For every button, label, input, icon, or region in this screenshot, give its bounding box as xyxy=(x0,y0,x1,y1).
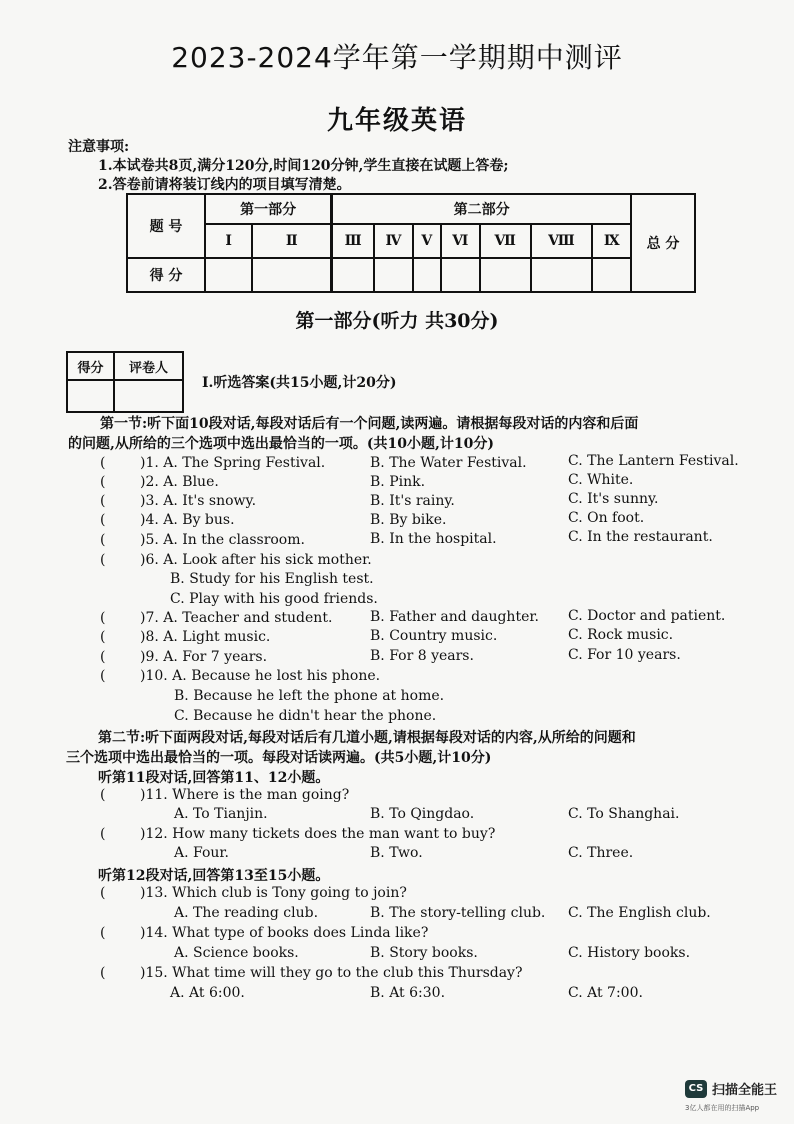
option-15b: B. At 6:30. xyxy=(370,985,446,1001)
question-2: )2. A. Blue. xyxy=(140,474,219,490)
answer-paren: ( xyxy=(100,610,106,626)
question-13: )13. Which club is Tony going to join? xyxy=(140,885,407,901)
note-item-2: 2.答卷前请将装订线内的项目填写清楚。 xyxy=(98,177,351,193)
option-7b: B. Father and daughter. xyxy=(370,609,539,625)
option-5b: B. In the hospital. xyxy=(370,531,497,547)
question-12: )12. How many tickets does the man want to buy? xyxy=(140,826,496,842)
option-12b: B. Two. xyxy=(370,845,423,861)
question-9: )9. A. For 7 years. xyxy=(140,649,268,665)
option-12a: A. Four. xyxy=(174,845,230,861)
scanner-tagline: 3亿人都在用的扫描App xyxy=(685,1104,760,1112)
answer-paren: ( xyxy=(100,493,106,509)
option-1b: B. The Water Festival. xyxy=(370,455,527,471)
part1-instruction-line1: 第一节:听下面10段对话,每段对话后有一个问题,读两遍。请根据每段对话的内容和后面 xyxy=(100,416,639,432)
answer-paren: ( xyxy=(100,885,106,901)
option-9c: C. For 10 years. xyxy=(568,647,681,663)
score-cell-4 xyxy=(374,258,413,292)
question-6: )6. A. Look after his sick mother. xyxy=(140,552,372,568)
part-one-title: 第一部分(听力 共30分) xyxy=(295,310,499,332)
exam-title: 2023-2024学年第一学期期中测评 xyxy=(171,41,623,74)
answer-paren: ( xyxy=(100,552,106,568)
answer-paren: ( xyxy=(100,787,106,803)
question-3: )3. A. It's snowy. xyxy=(140,493,257,509)
option-15c: C. At 7:00. xyxy=(568,985,643,1001)
question-14: )14. What type of books does Linda like? xyxy=(140,925,429,941)
dialog-11-note: 听第11段对话,回答第11、12小题。 xyxy=(98,770,330,786)
option-10c: C. Because he didn't hear the phone. xyxy=(174,708,437,724)
part1-instruction-line2: 的问题,从所给的三个选项中选出最恰当的一项。(共10小题,计10分) xyxy=(68,436,494,452)
question-1: )1. A. The Spring Festival. xyxy=(140,455,326,471)
option-11a: A. To Tianjin. xyxy=(174,806,268,822)
score-col-3: Ⅲ xyxy=(332,224,374,258)
option-7c: C. Doctor and patient. xyxy=(568,608,726,624)
section1-heading: Ⅰ.听选答案(共15小题,计20分) xyxy=(202,375,397,391)
answer-paren: ( xyxy=(100,455,106,471)
score-cell-6 xyxy=(441,258,480,292)
question-8: )8. A. Light music. xyxy=(140,629,271,645)
score-table-part2-header: 第二部分 xyxy=(332,194,631,224)
score-table-total-label: 总 分 xyxy=(631,194,695,292)
option-8b: B. Country music. xyxy=(370,628,498,644)
answer-paren: ( xyxy=(100,532,106,548)
score-cell-2 xyxy=(252,258,331,292)
option-13a: A. The reading club. xyxy=(174,905,319,921)
option-13c: C. The English club. xyxy=(568,905,711,921)
answer-paren: ( xyxy=(100,649,106,665)
option-6b: B. Study for his English test. xyxy=(170,571,374,587)
option-15a: A. At 6:00. xyxy=(170,985,245,1001)
answer-paren: ( xyxy=(100,668,106,684)
score-col-1: Ⅰ xyxy=(205,224,252,258)
option-6c: C. Play with his good friends. xyxy=(170,591,378,607)
answer-paren: ( xyxy=(100,826,106,842)
exam-subject: 九年级英语 xyxy=(326,106,467,136)
grader-score-label: 得分 xyxy=(67,352,114,380)
option-3b: B. It's rainy. xyxy=(370,493,455,509)
score-col-2: Ⅱ xyxy=(252,224,331,258)
grader-name-label: 评卷人 xyxy=(114,352,183,380)
score-table-part1-header: 第一部分 xyxy=(205,194,332,224)
scanner-logo-icon: CS xyxy=(685,1080,707,1098)
option-8c: C. Rock music. xyxy=(568,627,674,643)
option-13b: B. The story-telling club. xyxy=(370,905,546,921)
option-14c: C. History books. xyxy=(568,945,691,961)
part2-instruction-line2: 三个选项中选出最恰当的一项。每段对话读两遍。(共5小题,计10分) xyxy=(66,750,492,766)
option-11b: B. To Qingdao. xyxy=(370,806,475,822)
grader-box xyxy=(66,351,184,413)
option-11c: C. To Shanghai. xyxy=(568,806,680,822)
answer-paren: ( xyxy=(100,474,106,490)
score-table-score-label: 得 分 xyxy=(127,258,205,292)
score-cell-9 xyxy=(592,258,631,292)
score-col-4: Ⅳ xyxy=(374,224,413,258)
question-5: )5. A. In the classroom. xyxy=(140,532,305,548)
score-col-7: Ⅶ xyxy=(480,224,531,258)
answer-paren: ( xyxy=(100,965,106,981)
question-15: )15. What time will they go to the club this Thursday? xyxy=(140,965,523,981)
option-14b: B. Story books. xyxy=(370,945,478,961)
question-7: )7. A. Teacher and student. xyxy=(140,610,333,626)
score-cell-3 xyxy=(332,258,374,292)
score-col-8: Ⅷ xyxy=(531,224,593,258)
option-14a: A. Science books. xyxy=(174,945,299,961)
score-col-6: Ⅵ xyxy=(441,224,480,258)
score-table xyxy=(126,193,696,293)
score-col-5: Ⅴ xyxy=(413,224,441,258)
option-10b: B. Because he left the phone at home. xyxy=(174,688,445,704)
score-cell-5 xyxy=(413,258,441,292)
grader-score-cell xyxy=(67,380,114,412)
score-cell-8 xyxy=(531,258,593,292)
question-10: )10. A. Because he lost his phone. xyxy=(140,668,381,684)
answer-paren: ( xyxy=(100,512,106,528)
dialog-12-note: 听第12段对话,回答第13至15小题。 xyxy=(98,868,330,884)
score-table-number-label: 题 号 xyxy=(127,194,205,258)
scanner-app-name: 扫描全能王 xyxy=(712,1083,778,1098)
option-4c: C. On foot. xyxy=(568,510,645,526)
option-1c: C. The Lantern Festival. xyxy=(568,453,739,469)
option-3c: C. It's sunny. xyxy=(568,491,659,507)
score-col-9: Ⅸ xyxy=(592,224,631,258)
notes-heading: 注意事项: xyxy=(68,139,130,155)
note-item-1: 1.本试卷共8页,满分120分,时间120分钟,学生直接在试题上答卷; xyxy=(98,158,509,174)
score-cell-1 xyxy=(205,258,252,292)
question-11: )11. Where is the man going? xyxy=(140,787,350,803)
option-5c: C. In the restaurant. xyxy=(568,529,713,545)
option-12c: C. Three. xyxy=(568,845,634,861)
question-4: )4. A. By bus. xyxy=(140,512,235,528)
answer-paren: ( xyxy=(100,925,106,941)
part2-instruction-line1: 第二节:听下面两段对话,每段对话后有几道小题,请根据每段对话的内容,从所给的问题和 xyxy=(98,730,636,746)
option-2c: C. White. xyxy=(568,472,634,488)
option-2b: B. Pink. xyxy=(370,474,426,490)
score-cell-7 xyxy=(480,258,531,292)
option-9b: B. For 8 years. xyxy=(370,648,474,664)
grader-name-cell xyxy=(114,380,183,412)
option-4b: B. By bike. xyxy=(370,512,447,528)
answer-paren: ( xyxy=(100,629,106,645)
